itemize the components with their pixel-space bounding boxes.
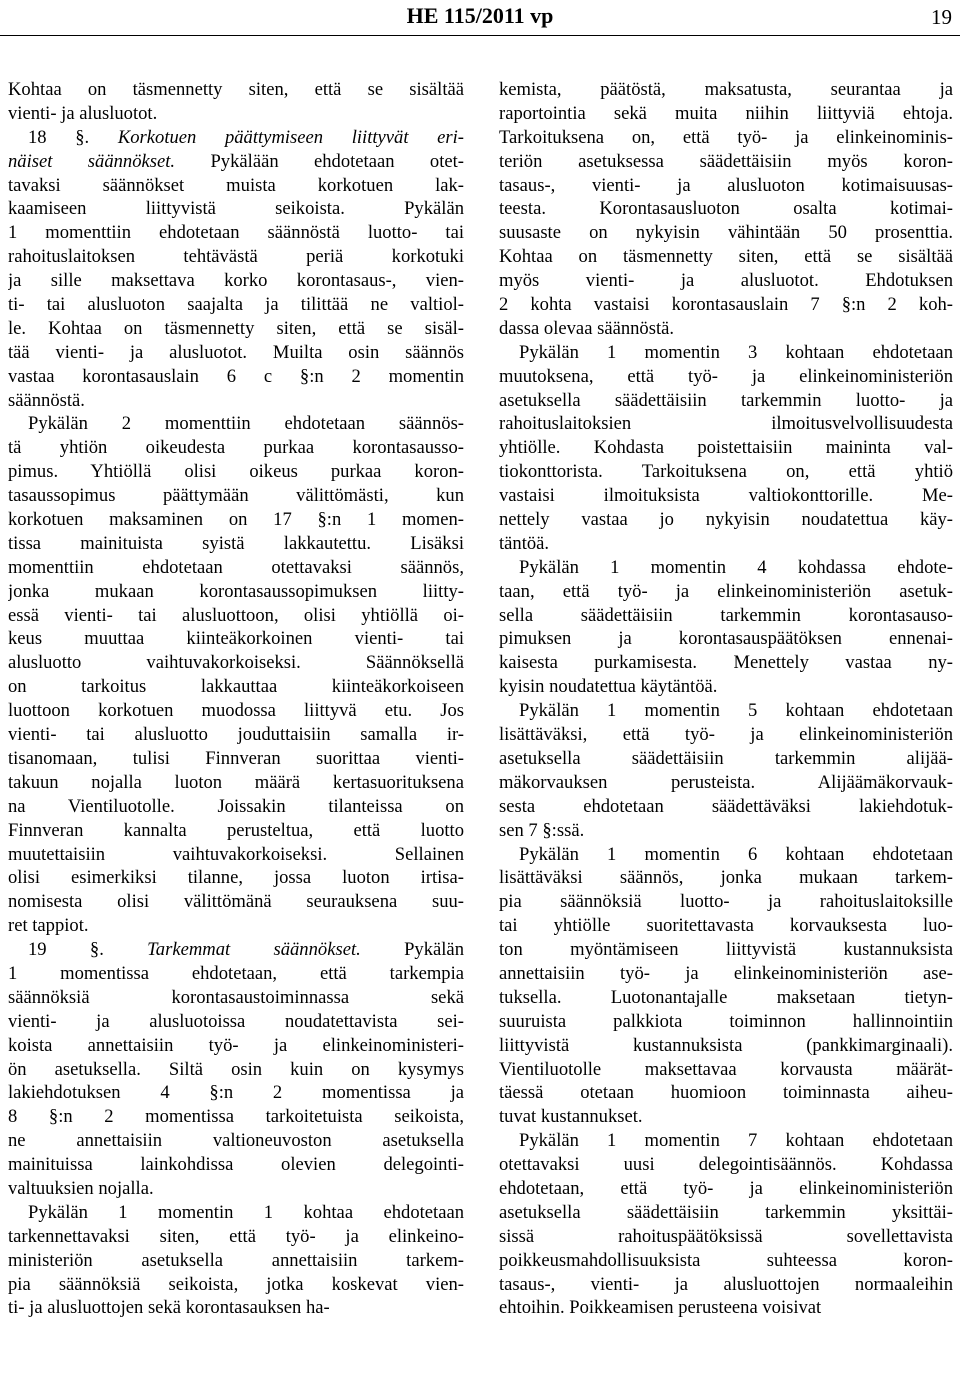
text-line: essä vienti- tai alusluottoon, olisi yhtiöllä oi- [8,604,464,626]
text-line: Finnveran kannalta perusteltua, että luotto [8,819,464,841]
text-line: vastaa korontasauslain 6 c §:n 2 momentin [8,365,464,387]
text-line: mainituissa lainkohdissa olevien delegointi- [8,1154,464,1176]
text-line: vienti- ja alusluotoissa noudatettavista sei- [8,1010,464,1032]
text-line: Pykälän 1 momentin 7 kohtaan ehdotetaan [519,1130,953,1152]
text-line: muutettaisiin vaihtuvakorkoiseksi. Sellainen [8,843,464,865]
page-number: 19 [931,5,952,29]
text-line: koista annettaisiin työ- ja elinkeinoministeri- [8,1034,464,1056]
text-line: ehtoihin. Poikkeamisen perusteena voisivat [499,1297,822,1319]
text-line: Pykälän 1 momentin 6 kohtaan ehdotetaan [519,843,953,865]
text-line: sissä rahoituspäätöksissä sovellettavista [499,1225,953,1247]
text-line: pia säännöksiä luotto- ja rahoituslaitoksille [499,891,953,913]
text-line: sen 7 §:ssä. [499,819,585,841]
text-line: ti- tai alusluoton saajalta ja tilittää ne valtiol- [8,294,464,316]
text-line: 1 momenttiin ehdotetaan säännöstä luotto- tai [8,222,464,244]
text-line: asetuksella säädettäisiin tarkemmin luotto- ja [499,389,953,411]
text-line: teesta. Korontasausluoton osalta kotimai- [499,198,953,220]
text-line: 19 §. Tarkemmat säännökset. Pykälän [28,939,464,961]
text-line: lisättäväksi säännös, jonka mukaan tarkem- [499,867,953,889]
text-line: pia säännöksiä seikoista, jotka koskevat vien- [8,1273,464,1295]
text-line: vienti- ja alusluotot. [8,102,158,124]
text-line: asetuksella säädettäisiin tarkemmin alijää- [499,747,953,769]
text-line: sesta ehdotetaan säädettäväksi lakiehdotuk- [499,795,953,817]
text-line: ton myöntämiseen liittyvistä kustannuksista [499,939,953,961]
text-line: na Vientiluotolle. Joissakin tilanteissa on [8,795,464,817]
text-line: mäkorvauksen perusteista. Alijäämäkorvauk- [499,771,953,793]
page-header [0,0,960,36]
text-line: täntöä. [499,532,550,554]
text-line: kemista, päätöstä, maksatusta, seurantaa ja [499,79,953,100]
text-line: kaisesta purkamisesta. Menettely vastaa ny- [499,652,953,674]
text-line: sella säädettäisiin tarkemmin korontasauso- [499,604,953,626]
text-line: ön asetuksella. Siltä osin kuin on kysymys [8,1058,464,1080]
text-line: poikkeusmahdollisuuksista suhteessa koron- [499,1249,953,1271]
text-line: yhtiölle. Kohdasta poistettaisiin maininta val- [499,437,953,459]
text-line: valtuuksien nojalla. [8,1177,154,1199]
text-line: korkotuen maksaminen on 17 §:n 1 momen- [8,509,464,531]
text-line: pimus. Yhtiöllä olisi oikeus purkaa koron- [8,461,464,483]
text-line: täessä otetaan huomioon toiminnasta aiheu- [499,1082,953,1104]
text-line: le. Kohtaa on täsmennetty siten, että se sisäl- [8,317,464,339]
text-line: tuksella. Luotonantajalle maksetaan tietyn- [499,986,953,1008]
text-line: olisi esimerkiksi tilanne, jossa luoton irtisa- [8,867,464,889]
text-line: liittyvistä kustannuksista (pankkimarginaali). [499,1034,953,1056]
left-text-column [8,78,464,1320]
text-line: Pykälän 1 momentin 4 kohdassa ehdote- [519,556,953,578]
text-line: tuvat kustannukset. [499,1106,643,1128]
text-line: myös vienti- ja alusluotot. Ehdotuksen [499,270,953,292]
header-divider [0,35,960,36]
text-line: asetuksella säädettäisiin tarkemmin yksittäi- [499,1201,953,1223]
text-line: ret tappiot. [8,915,89,937]
text-line: dassa olevaa säännöstä. [499,317,675,339]
text-line: ja sille maksettava korko korontasaus-, vien- [8,270,464,292]
text-line: otettavaksi uusi delegointisäännös. Kohdassa [499,1154,953,1176]
text-line: kyisin noudatettua käytäntöä. [499,676,718,698]
text-line: luottoon korkotuen muodossa liittyvä etu. Jos [8,700,464,722]
text-line: muutoksena, että työ- ja elinkeinoministeriön [499,365,953,387]
text-line: 18 §. Korkotuen päättymiseen liittyvät eri- [28,126,464,148]
text-line: Pykälän 1 momentin 3 kohtaan ehdotetaan [519,341,953,363]
text-line: tisanomaan, tulisi Finnveran suorittaa vienti- [8,747,464,769]
text-line: Pykälän 1 momentin 5 kohtaan ehdotetaan [519,700,953,722]
text-line: tasaus-, vienti- ja alusluoton kotimaisuusas- [499,174,953,196]
text-line: alusluotto vaihtuvakorkoiseksi. Säännöksellä [8,652,464,674]
text-line: annettaisiin työ- ja elinkeinoministeriön ase- [499,962,953,984]
text-line: tää vienti- ja alusluotot. Muilta osin säännös [8,341,464,363]
text-line: Pykälän 1 momentin 1 kohtaa ehdotetaan [28,1201,464,1223]
text-line: tarkennettavaksi siten, että työ- ja elinkeino- [8,1225,464,1247]
text-line: tai yhtiölle suoritettavasta korvauksesta luo- [499,915,953,937]
text-line: takuun nojalla luoton määrä kertasuorituksena [8,771,464,793]
text-line: momenttiin ehdotetaan otettavaksi säännös, [8,556,464,578]
text-line: teriön asetuksessa säädettäisiin myös koron- [499,150,953,172]
text-line: keus muuttaa kiinteäkorkoinen vienti- tai [8,628,464,650]
text-line: vastaisi ilmoituksista valtiokonttorille. Me- [499,485,953,507]
text-line: nettely vastaa jo nykyisin noudatettua käy- [499,509,953,531]
text-line: jonka mukaan korontasaussopimuksen liitty- [8,580,464,602]
text-line: tasaus-, vienti- ja alusluottojen normaaleihin [499,1273,953,1295]
text-line: 8 §:n 2 momentissa tarkoitetuista seikoista, [8,1106,464,1128]
text-line: pimuksen ja korontasauspäätöksen ennenai- [499,628,953,650]
text-line: näiset säännökset. Pykälään ehdotetaan otet- [8,150,464,172]
document-title: HE 115/2011 vp [406,3,554,28]
text-line: ti- ja alusluottojen sekä korontasauksen ha- [8,1297,330,1319]
text-line: vienti- tai alusluotto jouduttaisiin samalla ir- [8,724,464,746]
text-line: ehdotetaan, että työ- ja elinkeinoministeriön [499,1177,953,1199]
text-line: rahoituslaitoksien ilmoitusvelvollisuudesta [499,413,953,435]
right-text-column [499,78,953,1320]
text-line: ne annettaisiin valtioneuvoston asetuksella [8,1130,464,1152]
text-line: rahoituslaitoksen tehtävästä periä korkotuki [8,246,464,268]
text-line: Pykälän 2 momenttiin ehdotetaan säännös- [28,413,464,435]
text-line: Tarkoituksena on, että työ- ja elinkeinominis- [499,126,953,148]
text-line: 1 momentissa ehdotetaan, että tarkempia [8,962,464,984]
text-line: lisättäväksi, että työ- ja elinkeinoministeriön [499,724,953,746]
text-line: on tarkoitus lakkauttaa kiinteäkorkoiseen [8,676,464,698]
text-line: nomisesta olisi välittömänä seurauksena suu- [8,891,464,913]
text-line: tä yhtiön oikeudesta purkaa korontasausso- [8,437,464,459]
text-line: Vientiluotolle maksettavaa korvausta määrät- [499,1058,953,1080]
text-line: lakiehdotuksen 4 §:n 2 momentissa ja [8,1082,464,1104]
text-line: 2 kohta vastaisi korontasauslain 7 §:n 2 koh- [499,294,953,316]
text-line: tiokonttorista. Tarkoituksena on, että yhtiö [499,461,953,483]
text-line: Kohtaa on täsmennetty siten, että se sisältää [8,79,464,100]
text-line: Kohtaa on täsmennetty siten, että se sisältää [499,246,953,268]
text-line: kaamiseen liittyvistä seikoista. Pykälän [8,198,464,220]
text-line: tasaussopimus päättymään välittömästi, kun [8,485,464,507]
text-line: suuruista palkkiota toiminnon hallinnointiin [499,1010,953,1032]
text-line: tavaksi säännökset muista korkotuen lak- [8,174,464,196]
text-line: säännöstä. [8,389,85,411]
text-line: tissa mainituista syistä lakkautettu. Lisäksi [8,532,464,554]
text-line: suusaste on nykyisin vähintään 50 prosenttia. [499,222,953,244]
text-line: ministeriön asetuksella annettaisiin tarkem- [8,1249,464,1271]
text-line: säännöksiä korontasaustoiminnassa sekä [8,986,464,1008]
text-line: taan, että työ- ja elinkeinoministeriön asetuk- [499,580,953,602]
text-line: raportointia sekä muita niihin liittyviä ehtoja. [499,102,953,124]
